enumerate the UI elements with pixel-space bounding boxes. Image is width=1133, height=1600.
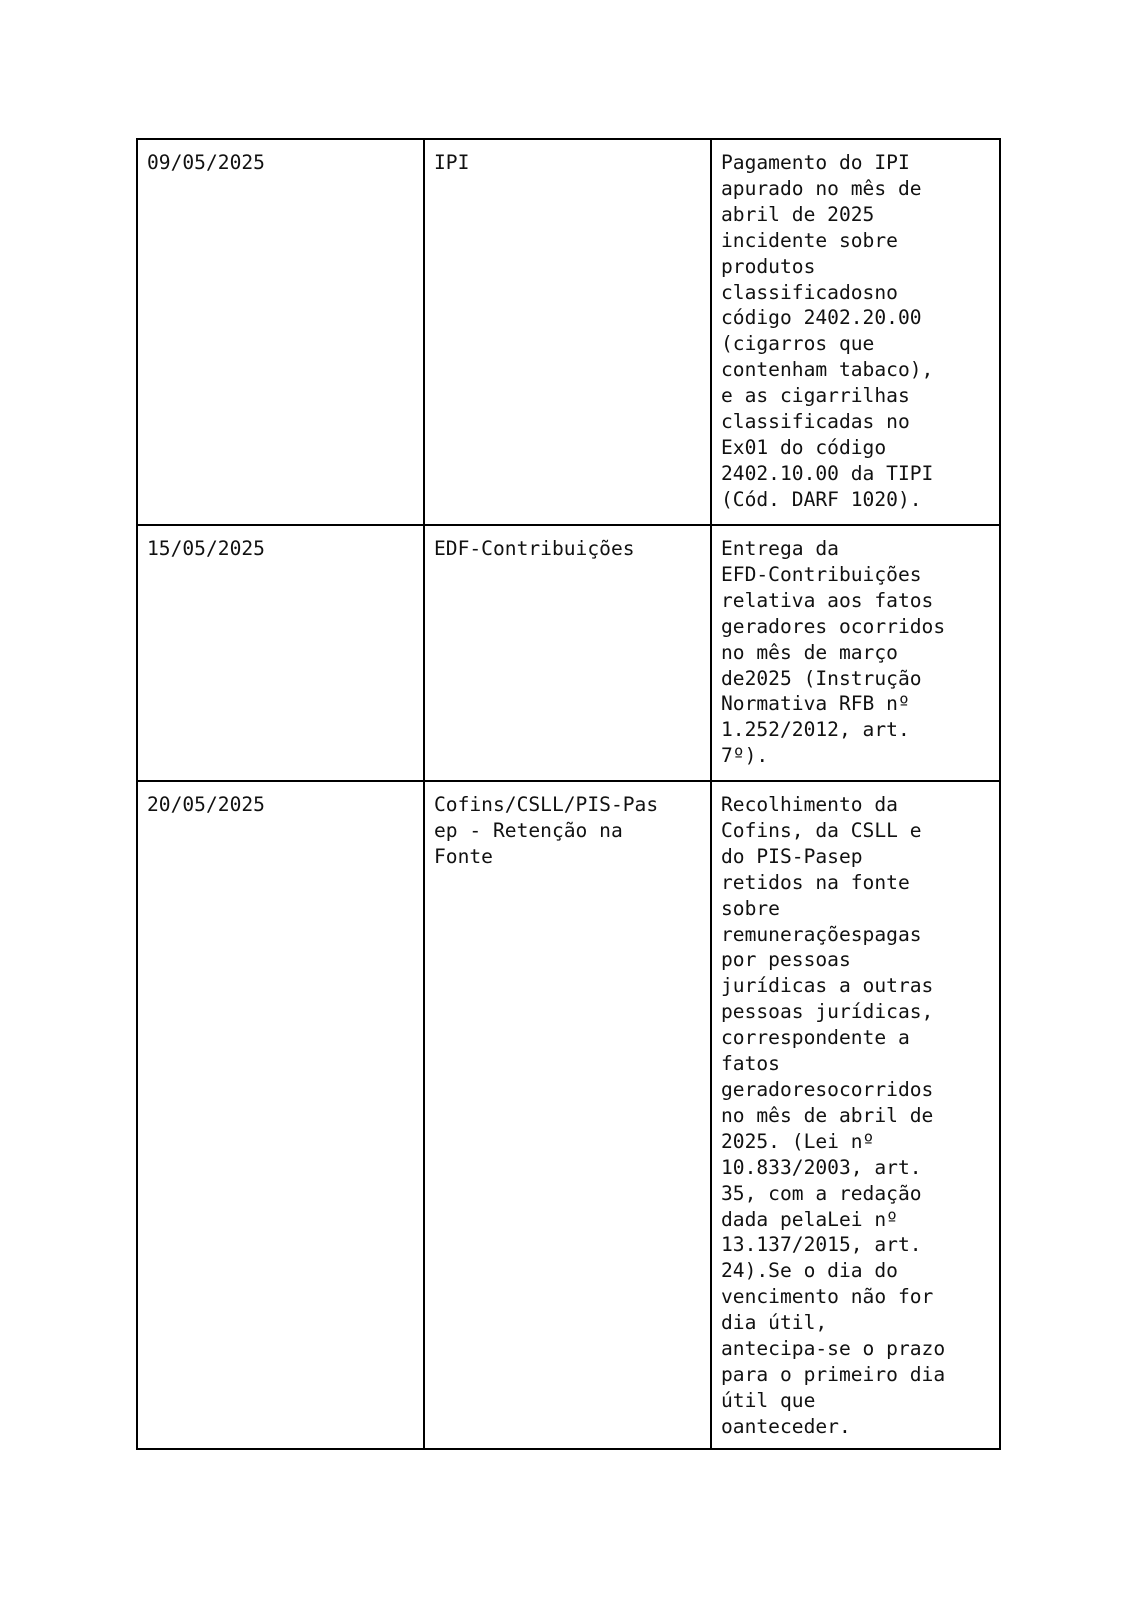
description-cell: Pagamento do IPI apurado no mês de abril de 2025 incidente sobre produtos classificadosno código 2402.20.00 (cigarros que contenham tabaco), e as cigarrilhas classificadas no Ex01 do código 2402.10.00 da TIPI (Cód. DARF 1020). xyxy=(711,139,1000,525)
date-cell: 15/05/2025 xyxy=(137,525,424,781)
tax-cell: IPI xyxy=(424,139,711,525)
tax-calendar-table xyxy=(136,138,1001,1450)
table-row xyxy=(137,525,1000,781)
table-row xyxy=(137,781,1000,1449)
tax-cell: Cofins/CSLL/PIS-Pas ep - Retenção na Fonte xyxy=(424,781,711,1449)
date-cell: 09/05/2025 xyxy=(137,139,424,525)
date-cell: 20/05/2025 xyxy=(137,781,424,1449)
description-cell: Recolhimento da Cofins, da CSLL e do PIS-Pasep retidos na fonte sobre remuneraçõespagas por pessoas jurídicas a outras pessoas jurídicas, correspondente a fatos geradoresocorridos no mês de abril de 2025. (Lei nº 10.833/2003, art. 35, com a redação dada pelaLei nº 13.137/2015, art. 24).Se o dia do vencimento não for dia útil, antecipa-se o prazo para o primeiro dia útil que oanteceder. xyxy=(711,781,1000,1449)
tax-cell: EDF-Contribuições xyxy=(424,525,711,781)
description-cell: Entrega da EFD-Contribuições relativa aos fatos geradores ocorridos no mês de março de2025 (Instrução Normativa RFB nº 1.252/2012, art. 7º). xyxy=(711,525,1000,781)
table-row xyxy=(137,139,1000,525)
